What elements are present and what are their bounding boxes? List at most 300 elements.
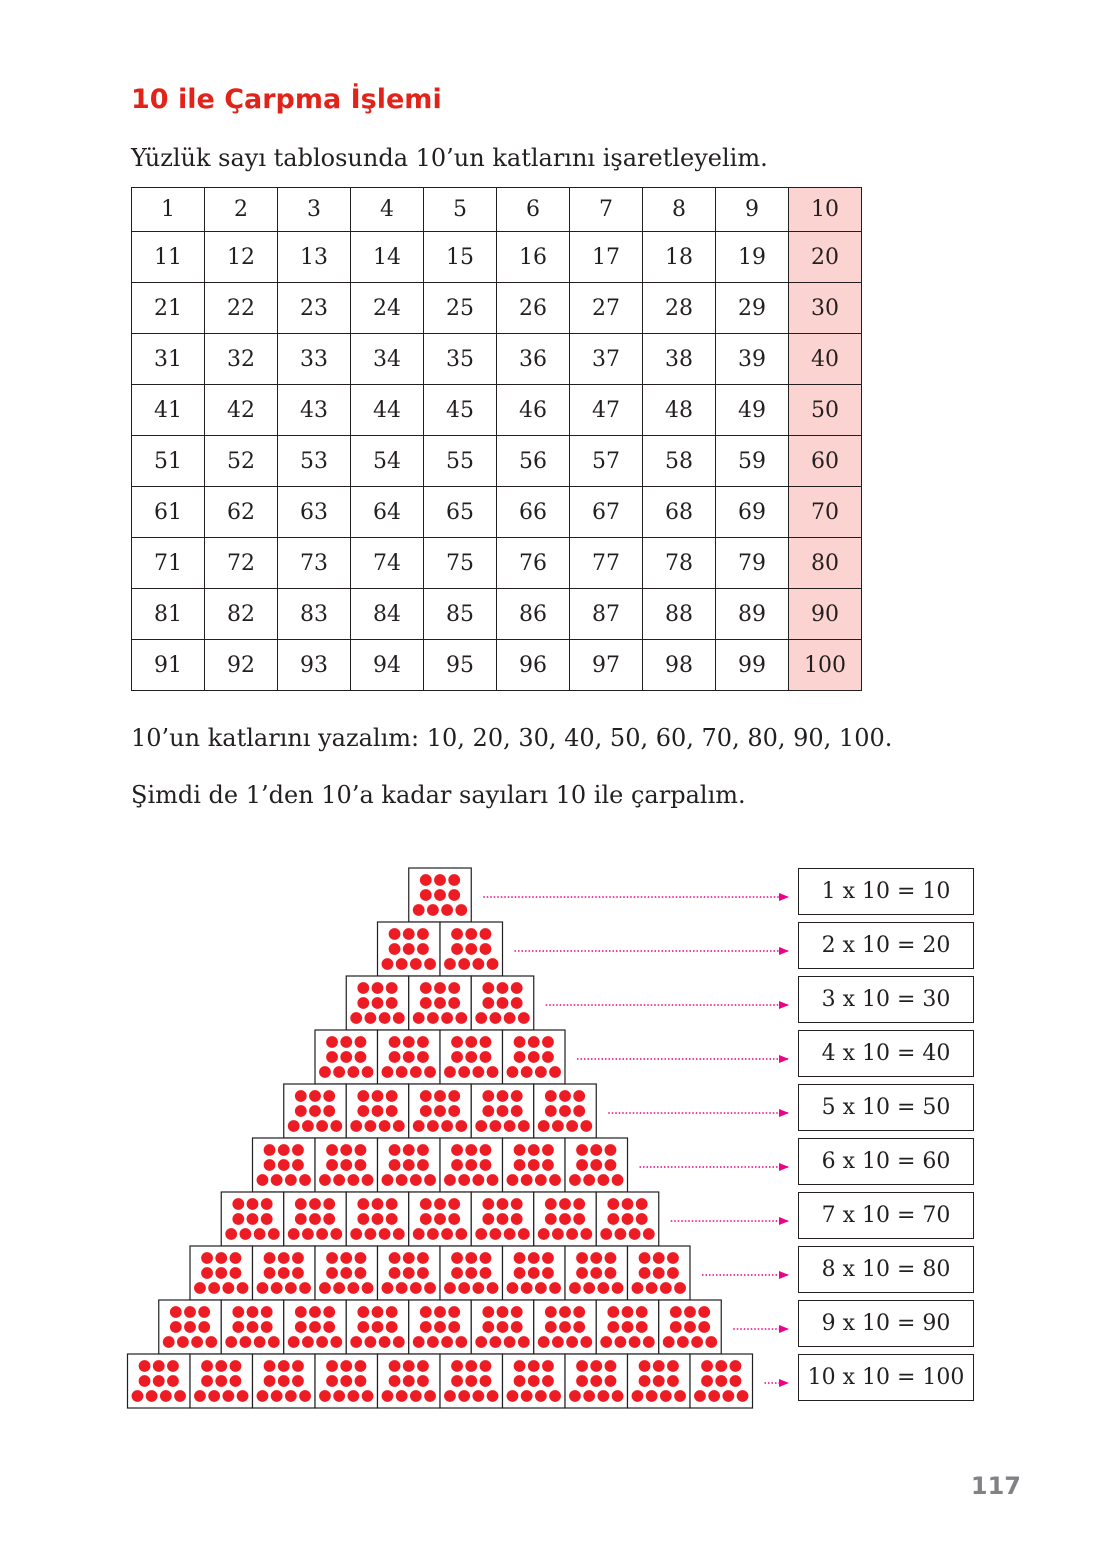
- ten-dot-block: [346, 1300, 409, 1354]
- multiple-of-ten-cell: 20: [789, 232, 862, 283]
- dot: [569, 1282, 581, 1294]
- dot: [424, 1282, 436, 1294]
- dot: [403, 1375, 415, 1387]
- table-cell: 95: [424, 640, 497, 691]
- dot: [420, 997, 432, 1009]
- dot: [261, 1198, 273, 1210]
- dot: [146, 1390, 158, 1402]
- dot: [403, 1036, 415, 1048]
- dot: [444, 1174, 456, 1186]
- dot: [232, 1213, 244, 1225]
- dot: [326, 1159, 338, 1171]
- dot: [511, 1321, 523, 1333]
- dot: [347, 1174, 359, 1186]
- dot: [396, 958, 408, 970]
- dot: [232, 1321, 244, 1333]
- dot: [316, 1336, 328, 1348]
- dot: [389, 928, 401, 940]
- dot: [542, 1375, 554, 1387]
- dot: [295, 1306, 307, 1318]
- table-cell: 67: [570, 487, 643, 538]
- table-cell: 5: [424, 188, 497, 232]
- dot: [350, 1012, 362, 1024]
- dot: [288, 1228, 300, 1240]
- table-cell: 96: [497, 640, 570, 691]
- dot: [330, 1336, 342, 1348]
- dot: [455, 904, 467, 916]
- multiple-of-ten-cell: 40: [789, 334, 862, 385]
- dot: [420, 874, 432, 886]
- dot: [545, 1321, 557, 1333]
- dot: [264, 1144, 276, 1156]
- dot: [497, 1321, 509, 1333]
- dot: [434, 1090, 446, 1102]
- dot: [580, 1228, 592, 1240]
- dot: [393, 1120, 405, 1132]
- dot: [230, 1360, 242, 1372]
- dot: [153, 1375, 165, 1387]
- dot: [559, 1306, 571, 1318]
- ten-dot-block: [440, 1030, 503, 1084]
- dot: [340, 1159, 352, 1171]
- dot: [482, 1306, 494, 1318]
- dot: [573, 1321, 585, 1333]
- dot: [636, 1198, 648, 1210]
- ten-dot-block: [409, 1084, 472, 1138]
- dot: [420, 1198, 432, 1210]
- dot: [514, 1267, 526, 1279]
- dot: [410, 1174, 422, 1186]
- dot: [448, 997, 460, 1009]
- dot: [521, 1174, 533, 1186]
- dot: [386, 1105, 398, 1117]
- dot: [357, 1306, 369, 1318]
- dot: [372, 1306, 384, 1318]
- dot: [257, 1390, 269, 1402]
- table-cell: 85: [424, 589, 497, 640]
- dot: [607, 1213, 619, 1225]
- dot: [403, 928, 415, 940]
- table-cell: 62: [205, 487, 278, 538]
- dot: [667, 1360, 679, 1372]
- ten-dot-block: [440, 1354, 503, 1408]
- table-cell: 51: [132, 436, 205, 487]
- dot: [302, 1336, 314, 1348]
- dot: [480, 928, 492, 940]
- dot: [309, 1105, 321, 1117]
- dot: [386, 982, 398, 994]
- dot: [333, 1390, 345, 1402]
- dot: [482, 982, 494, 994]
- dot: [382, 1390, 394, 1402]
- dot: [319, 1066, 331, 1078]
- table-cell: 69: [716, 487, 789, 538]
- dot: [573, 1090, 585, 1102]
- table-cell: 35: [424, 334, 497, 385]
- pyramid-row: [190, 1246, 690, 1300]
- ten-dot-block: [284, 1300, 347, 1354]
- dot: [542, 1051, 554, 1063]
- dot: [590, 1267, 602, 1279]
- equation-box: 8 x 10 = 80: [798, 1246, 974, 1293]
- dot: [552, 1120, 564, 1132]
- dot: [382, 1066, 394, 1078]
- table-cell: 82: [205, 589, 278, 640]
- pyramid-row: [221, 1192, 659, 1246]
- dot: [434, 1198, 446, 1210]
- ten-dot-block: [253, 1354, 316, 1408]
- dot: [330, 1120, 342, 1132]
- dot: [667, 1267, 679, 1279]
- dot: [615, 1228, 627, 1240]
- dot: [722, 1390, 734, 1402]
- dot: [295, 1198, 307, 1210]
- dot: [323, 1105, 335, 1117]
- table-cell: 32: [205, 334, 278, 385]
- dot: [389, 1036, 401, 1048]
- dot: [413, 1120, 425, 1132]
- table-cell: 22: [205, 283, 278, 334]
- dot: [278, 1267, 290, 1279]
- dot: [674, 1390, 686, 1402]
- dot: [372, 1090, 384, 1102]
- table-cell: 74: [351, 538, 424, 589]
- table-cell: 1: [132, 188, 205, 232]
- dot: [365, 1120, 377, 1132]
- dot: [372, 1198, 384, 1210]
- table-cell: 98: [643, 640, 716, 691]
- dot: [653, 1375, 665, 1387]
- dot: [684, 1306, 696, 1318]
- dot: [590, 1375, 602, 1387]
- dot: [326, 1267, 338, 1279]
- dot: [480, 1036, 492, 1048]
- dot: [511, 997, 523, 1009]
- dot: [264, 1360, 276, 1372]
- dot: [514, 1252, 526, 1264]
- dot: [132, 1390, 144, 1402]
- dot: [299, 1390, 311, 1402]
- dot: [299, 1282, 311, 1294]
- dot: [257, 1174, 269, 1186]
- dot: [420, 1321, 432, 1333]
- dot: [350, 1228, 362, 1240]
- dot: [607, 1198, 619, 1210]
- dot: [451, 1252, 463, 1264]
- dot: [480, 1375, 492, 1387]
- dot: [323, 1213, 335, 1225]
- dot: [708, 1390, 720, 1402]
- dot: [448, 1090, 460, 1102]
- dot: [417, 928, 429, 940]
- dot: [458, 958, 470, 970]
- pyramid-row: [409, 868, 472, 922]
- table-cell: 37: [570, 334, 643, 385]
- dot: [514, 1360, 526, 1372]
- dot: [288, 1336, 300, 1348]
- ten-dot-block: [315, 1354, 378, 1408]
- table-cell: 46: [497, 385, 570, 436]
- dot: [365, 1336, 377, 1348]
- dot: [230, 1267, 242, 1279]
- dot: [497, 1213, 509, 1225]
- ten-dot-block: [534, 1300, 597, 1354]
- dot: [350, 1336, 362, 1348]
- table-cell: 92: [205, 640, 278, 691]
- dot: [487, 958, 499, 970]
- dot: [448, 982, 460, 994]
- equation-box: 1 x 10 = 10: [798, 868, 974, 915]
- table-cell: 31: [132, 334, 205, 385]
- dot: [350, 1120, 362, 1132]
- dot: [507, 1390, 519, 1402]
- dot: [268, 1336, 280, 1348]
- dot: [451, 1267, 463, 1279]
- dot: [357, 1198, 369, 1210]
- dot: [632, 1390, 644, 1402]
- dot: [254, 1228, 266, 1240]
- table-cell: 47: [570, 385, 643, 436]
- dot: [518, 1012, 530, 1024]
- dot: [518, 1228, 530, 1240]
- ten-dot-block: [409, 976, 472, 1030]
- dot: [518, 1120, 530, 1132]
- dot: [201, 1267, 213, 1279]
- pyramid-row: [315, 1030, 565, 1084]
- dot: [629, 1336, 641, 1348]
- dot: [600, 1336, 612, 1348]
- pyramid-row: [128, 1354, 753, 1408]
- dot: [528, 1360, 540, 1372]
- dot: [569, 1390, 581, 1402]
- dot: [372, 997, 384, 1009]
- table-cell: 54: [351, 436, 424, 487]
- dot: [365, 1012, 377, 1024]
- dot: [257, 1282, 269, 1294]
- ten-dot-block: [471, 1300, 534, 1354]
- dot: [292, 1360, 304, 1372]
- dot: [323, 1198, 335, 1210]
- table-cell: 33: [278, 334, 351, 385]
- dot: [730, 1375, 742, 1387]
- dot: [528, 1051, 540, 1063]
- dot: [389, 943, 401, 955]
- dot: [576, 1252, 588, 1264]
- dot: [389, 1252, 401, 1264]
- dot: [497, 1198, 509, 1210]
- dot: [487, 1066, 499, 1078]
- dot: [622, 1321, 634, 1333]
- dot: [444, 958, 456, 970]
- table-cell: 2: [205, 188, 278, 232]
- dot: [222, 1390, 234, 1402]
- ten-dot-block: [471, 976, 534, 1030]
- dot: [542, 1036, 554, 1048]
- dot: [357, 1321, 369, 1333]
- dot: [247, 1321, 259, 1333]
- dot: [497, 1090, 509, 1102]
- dot: [475, 1120, 487, 1132]
- table-cell: 49: [716, 385, 789, 436]
- dot: [153, 1360, 165, 1372]
- dot: [487, 1390, 499, 1402]
- equation-box: 3 x 10 = 30: [798, 976, 974, 1023]
- dot: [319, 1390, 331, 1402]
- dot: [230, 1375, 242, 1387]
- dot: [355, 1252, 367, 1264]
- dot: [538, 1336, 550, 1348]
- dot: [261, 1213, 273, 1225]
- dot: [465, 1360, 477, 1372]
- dot: [434, 982, 446, 994]
- dot: [232, 1198, 244, 1210]
- dot: [482, 1213, 494, 1225]
- dot: [667, 1375, 679, 1387]
- table-cell: 75: [424, 538, 497, 589]
- dot: [677, 1336, 689, 1348]
- dot: [487, 1174, 499, 1186]
- dot: [521, 1390, 533, 1402]
- dot: [663, 1336, 675, 1348]
- dot: [424, 958, 436, 970]
- equation-box: 7 x 10 = 70: [798, 1192, 974, 1239]
- dot: [278, 1360, 290, 1372]
- ten-dot-block: [596, 1300, 659, 1354]
- dot: [622, 1213, 634, 1225]
- dot: [230, 1252, 242, 1264]
- ten-dot-block: [378, 1030, 441, 1084]
- dot: [264, 1252, 276, 1264]
- dot: [357, 1105, 369, 1117]
- dot: [639, 1360, 651, 1372]
- dot: [372, 1213, 384, 1225]
- dot: [451, 1036, 463, 1048]
- dot: [448, 1198, 460, 1210]
- dot: [413, 1228, 425, 1240]
- dot: [701, 1375, 713, 1387]
- dot: [205, 1336, 217, 1348]
- pyramid-row: [284, 1084, 597, 1138]
- dot: [174, 1390, 186, 1402]
- dot: [285, 1390, 297, 1402]
- dot: [167, 1375, 179, 1387]
- dot: [403, 943, 415, 955]
- dot: [559, 1198, 571, 1210]
- dot: [605, 1159, 617, 1171]
- dot: [482, 997, 494, 1009]
- table-cell: 68: [643, 487, 716, 538]
- dot: [521, 1282, 533, 1294]
- table-cell: 71: [132, 538, 205, 589]
- dot: [278, 1159, 290, 1171]
- dot: [643, 1336, 655, 1348]
- dot: [535, 1174, 547, 1186]
- equation-box: 9 x 10 = 90: [798, 1300, 974, 1347]
- dot: [542, 1360, 554, 1372]
- ten-dot-block: [440, 1138, 503, 1192]
- dot: [660, 1282, 672, 1294]
- dot: [455, 1228, 467, 1240]
- dot: [497, 1105, 509, 1117]
- table-cell: 65: [424, 487, 497, 538]
- dot: [347, 1390, 359, 1402]
- table-cell: 25: [424, 283, 497, 334]
- dot: [504, 1336, 516, 1348]
- dot: [507, 1174, 519, 1186]
- dot: [691, 1336, 703, 1348]
- dot: [386, 1198, 398, 1210]
- ten-dot-block: [409, 1300, 472, 1354]
- dot: [264, 1159, 276, 1171]
- dot: [653, 1267, 665, 1279]
- dot: [261, 1321, 273, 1333]
- dot: [535, 1282, 547, 1294]
- dot: [434, 1321, 446, 1333]
- dot: [465, 1051, 477, 1063]
- dot: [292, 1159, 304, 1171]
- dot: [222, 1282, 234, 1294]
- dot: [365, 1228, 377, 1240]
- dot: [451, 1051, 463, 1063]
- dot: [403, 1159, 415, 1171]
- dot: [639, 1252, 651, 1264]
- table-cell: 87: [570, 589, 643, 640]
- dot: [295, 1213, 307, 1225]
- dot: [194, 1282, 206, 1294]
- dot: [184, 1306, 196, 1318]
- dot: [528, 1267, 540, 1279]
- ten-dot-block: [503, 1246, 566, 1300]
- dot: [333, 1282, 345, 1294]
- multiples-text: 10’un katlarını yazalım: 10, 20, 30, 40, 50, 60, 70, 80, 90, 100.: [131, 724, 893, 752]
- table-cell: 86: [497, 589, 570, 640]
- dot: [389, 1267, 401, 1279]
- table-cell: 34: [351, 334, 424, 385]
- dot: [288, 1120, 300, 1132]
- dot: [393, 1228, 405, 1240]
- dot: [511, 1090, 523, 1102]
- dot: [417, 1360, 429, 1372]
- ten-dot-block: [315, 1246, 378, 1300]
- dot: [684, 1321, 696, 1333]
- dot: [497, 997, 509, 1009]
- dot: [417, 1144, 429, 1156]
- dot: [198, 1321, 210, 1333]
- dot: [389, 1159, 401, 1171]
- dot: [382, 1282, 394, 1294]
- table-cell: 58: [643, 436, 716, 487]
- dot: [660, 1390, 672, 1402]
- dot: [379, 1336, 391, 1348]
- dot: [576, 1144, 588, 1156]
- table-cell: 79: [716, 538, 789, 589]
- dot: [424, 1174, 436, 1186]
- dot: [552, 1336, 564, 1348]
- dot: [490, 1120, 502, 1132]
- table-cell: 26: [497, 283, 570, 334]
- section-title: 10 ile Çarpma İşlemi: [131, 84, 442, 115]
- table-cell: 23: [278, 283, 351, 334]
- multiple-of-ten-cell: 80: [789, 538, 862, 589]
- ten-dot-block: [284, 1192, 347, 1246]
- dot: [458, 1066, 470, 1078]
- table-cell: 6: [497, 188, 570, 232]
- dot: [475, 1228, 487, 1240]
- ten-dot-block: [221, 1192, 284, 1246]
- dot: [319, 1174, 331, 1186]
- dot: [326, 1360, 338, 1372]
- dot: [458, 1282, 470, 1294]
